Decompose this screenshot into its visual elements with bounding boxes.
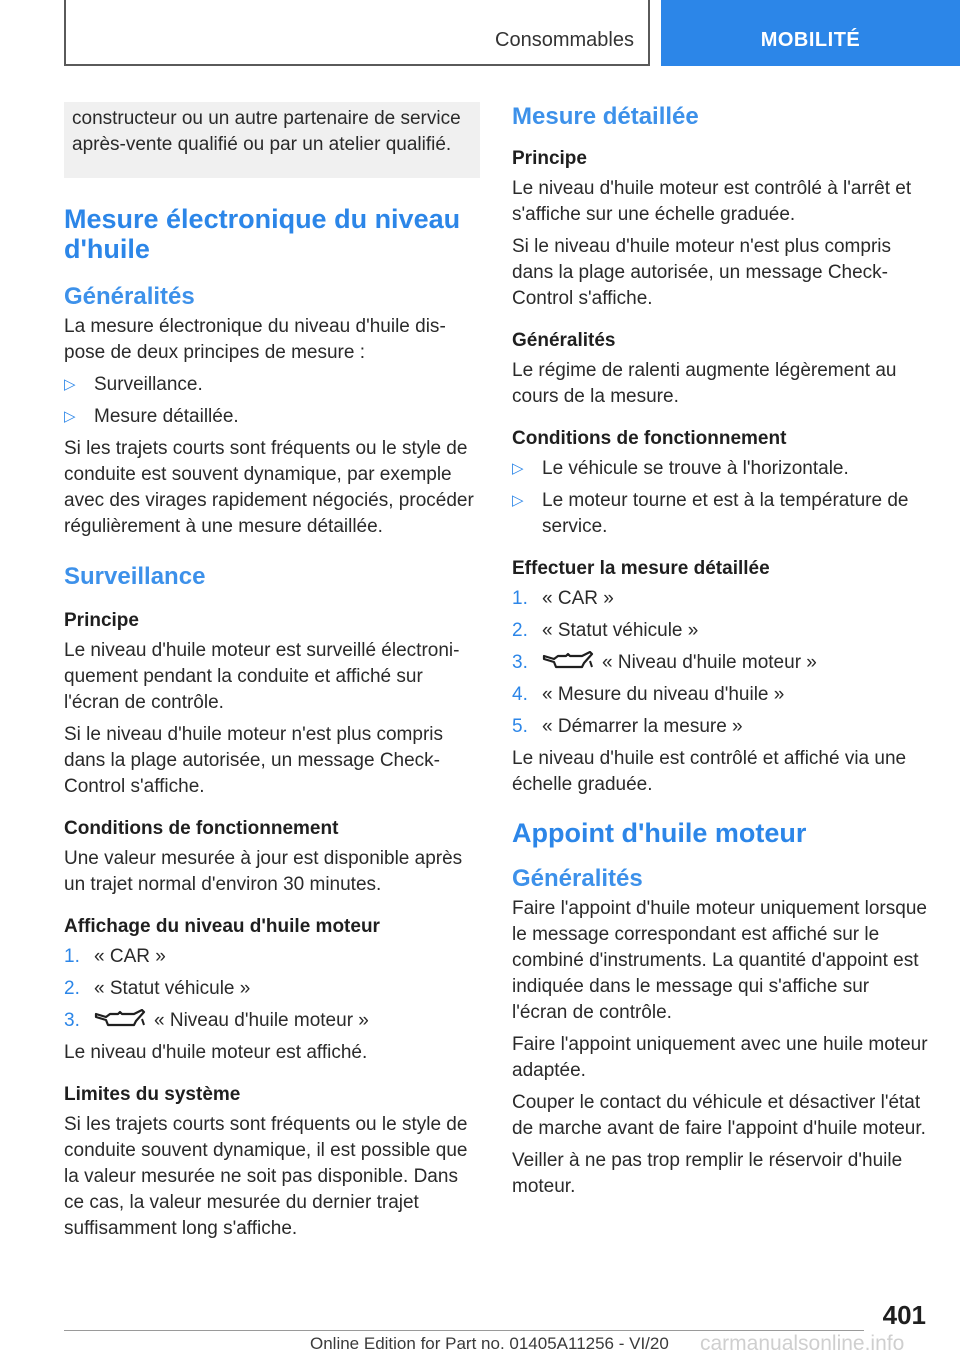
heading-generalites: Généralités [512, 330, 616, 351]
mesure-result: Le niveau d'huile est contrôlé et affiché via une échelle graduée. [512, 748, 907, 795]
page-number: 401 [882, 1300, 926, 1330]
note-text: constructeur ou un autre partenaire de service après-vente qualifié ou par un atelier qualifié. [72, 108, 461, 155]
affichage-result: Le niveau d'huile moteur est affiché. [64, 1042, 368, 1063]
list-item: 4. « Mesure du niveau d'huile » [512, 684, 785, 705]
list-item: 2. « Statut véhicule » [64, 978, 251, 999]
list-item: ▷ Surveillance. [64, 372, 480, 398]
surveillance-principe-p2: Si le niveau d'huile moteur n'est plus compris dans la plage autorisée, un message Check-Control s'affiche. [64, 724, 443, 797]
heading-surveillance: Surveillance [64, 563, 206, 590]
list-item: 3. « Niveau d'huile moteur » [64, 1010, 369, 1031]
mesure-principe-p2: Si le niveau d'huile moteur n'est plus compris dans la plage autorisée, un message Check-Control s'affiche. [512, 236, 891, 309]
list-item: 3. « Niveau d'huile moteur » [512, 652, 817, 673]
footer-edition: Online Edition for Part no. 01405A11256 - VI/20 [310, 1334, 669, 1353]
generalites-advice: Si les trajets courts sont fréquents ou le style de conduite est souvent dynamique, par exemple avec des virages rapidement négociés, procéder régulièrement à une mesure détaillée. [64, 438, 474, 537]
right-column [512, 102, 928, 1206]
heading-principe: Principe [64, 610, 139, 631]
principles-list [64, 372, 480, 430]
section-title-electronic-oil: Mesure électronique du niveau d'huile [64, 204, 461, 264]
header-chapter-tab [661, 0, 960, 66]
list-item: 1. « CAR » [64, 946, 166, 967]
footer-watermark: carmanualsonline.info [700, 1332, 905, 1355]
header-section-title: Consommables [495, 29, 634, 51]
heading-mesure-detaillee: Mesure détaillée [512, 103, 699, 130]
generalites-intro: La mesure électronique du niveau d'huile dispose de deux principes de mesure : [64, 316, 446, 363]
heading-principe: Principe [512, 148, 587, 169]
left-column [64, 102, 480, 1248]
oil-can-icon [94, 1009, 146, 1029]
heading-effectuer: Effectuer la mesure détaillée [512, 558, 770, 579]
triangle-right-icon: ▷ [512, 492, 524, 509]
affichage-steps [64, 944, 480, 1034]
footer-divider [64, 1330, 864, 1331]
heading-generalites: Généralités [64, 283, 195, 310]
appoint-p4: Veiller à ne pas trop remplir le réservoir d'huile moteur. [512, 1150, 903, 1197]
list-item: ▷ Mesure détaillée. [64, 404, 480, 430]
heading-affichage: Affichage du niveau d'huile moteur [64, 916, 380, 937]
header-section-tab [64, 0, 650, 66]
mesure-generalites-text: Le régime de ralenti augmente légèrement au cours de la mesure. [512, 360, 897, 407]
list-item: 1. « CAR » [512, 588, 614, 609]
note-box [64, 102, 480, 178]
surveillance-principe-p1: Le niveau d'huile moteur est surveillé électroniquement pendant la conduite et affiché sur l'écran de contrôle. [64, 640, 460, 713]
triangle-right-icon: ▷ [64, 408, 76, 425]
appoint-p3: Couper le contact du véhicule et désactiver l'état de marche avant de faire l'appoint d'huile moteur. [512, 1092, 926, 1139]
triangle-right-icon: ▷ [64, 376, 76, 393]
oil-can-icon [542, 651, 594, 671]
list-item: 5. « Démarrer la mesure » [512, 716, 743, 737]
section-title-appoint: Appoint d'huile moteur [512, 818, 807, 848]
heading-generalites: Généralités [512, 865, 643, 892]
list-item: 2. « Statut véhicule » [512, 620, 699, 641]
triangle-right-icon: ▷ [512, 460, 524, 477]
heading-limites: Limites du système [64, 1084, 241, 1105]
surveillance-conditions-text: Une valeur mesurée à jour est disponible après un trajet normal d'environ 30 minutes. [64, 848, 463, 895]
appoint-p1: Faire l'appoint d'huile moteur uniquement lorsque le message correspondant est affiché sur le combiné d'instruments. La quantité d'appoint est indiquée dans le message qui s'affiche sur l'écran de contrôle. [512, 898, 927, 1023]
heading-conditions: Conditions de fonctionnement [64, 818, 339, 839]
conditions-list [512, 456, 928, 540]
list-item: ▷ Le moteur tourne et est à la température de service. [512, 490, 909, 537]
header-chapter-title: MOBILITÉ [760, 29, 861, 51]
appoint-p2: Faire l'appoint uniquement avec une huile moteur adaptée. [512, 1034, 928, 1081]
effectuer-steps [512, 586, 928, 740]
limites-text: Si les trajets courts sont fréquents ou le style de conduite souvent dynamique, il est possible que la valeur mesurée ne soit pas disponible. Dans ce cas, la valeur mesurée du dernier trajet suffisamment long s'affiche. [64, 1114, 468, 1239]
mesure-principe-p1: Le niveau d'huile moteur est contrôlé à l'arrêt et s'affiche sur une échelle graduée. [512, 178, 912, 225]
list-item: ▷ Le véhicule se trouve à l'horizontale. [512, 456, 928, 482]
heading-conditions: Conditions de fonctionnement [512, 428, 787, 449]
